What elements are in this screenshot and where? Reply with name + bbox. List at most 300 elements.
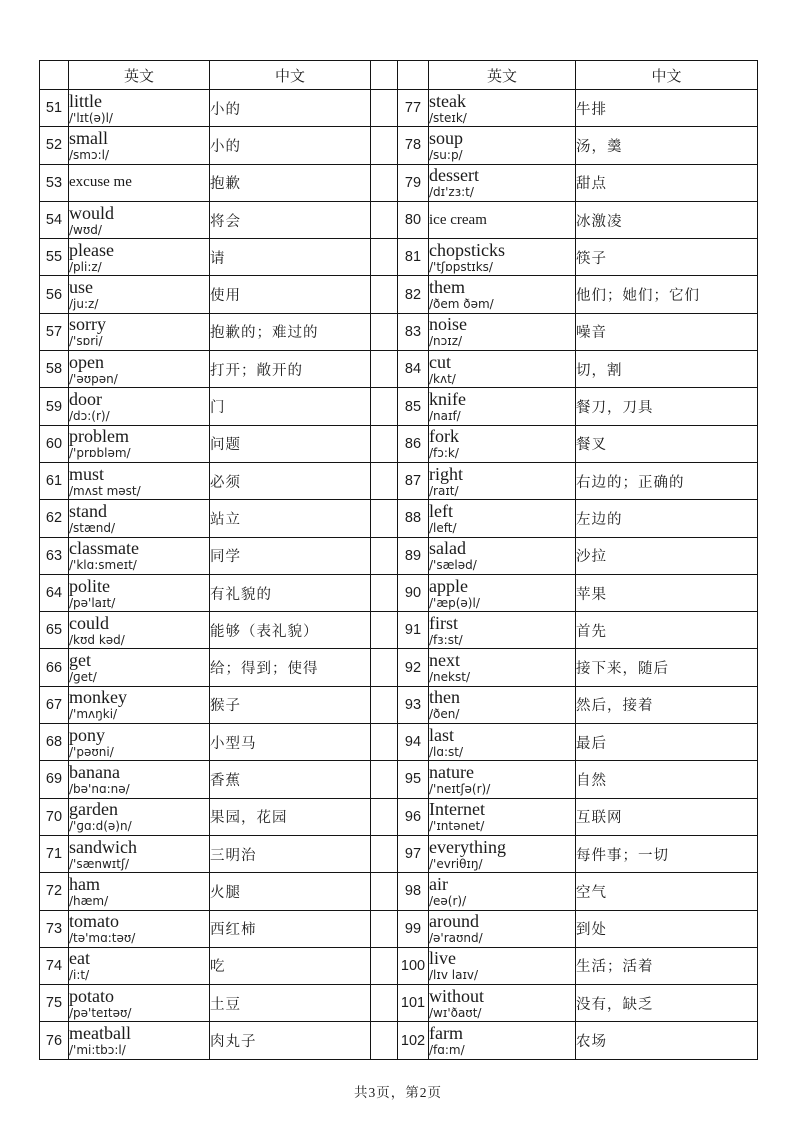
- row-number: 96: [398, 798, 429, 835]
- table-row: [40, 798, 758, 835]
- phonetic-transcription: /hæm/: [69, 893, 109, 908]
- table-row: [40, 90, 758, 127]
- english-word: potato: [69, 985, 114, 1006]
- phonetic-transcription: /ə'raʊnd/: [429, 931, 483, 946]
- row-number: 77: [398, 90, 429, 127]
- english-word: garden: [69, 799, 118, 820]
- chinese-meaning: 必须: [210, 462, 371, 499]
- chinese-meaning: 香蕉: [210, 761, 371, 798]
- english-word: problem: [69, 426, 129, 447]
- english-cell: [69, 239, 210, 276]
- chinese-meaning: 然后，接着: [576, 686, 758, 723]
- english-word: apple: [429, 575, 468, 596]
- english-cell: [429, 1022, 576, 1059]
- english-cell: [69, 985, 210, 1022]
- english-cell: [429, 276, 576, 313]
- table-row: [40, 649, 758, 686]
- spacer-cell: [371, 537, 398, 574]
- english-word: first: [429, 612, 458, 633]
- phonetic-transcription: /pli:z/: [69, 259, 102, 274]
- chinese-meaning: 猴子: [210, 686, 371, 723]
- english-cell: [69, 1022, 210, 1059]
- chinese-meaning: 问题: [210, 425, 371, 462]
- phonetic-transcription: /su:p/: [429, 147, 463, 162]
- phonetic-transcription: /fɑ:m/: [429, 1043, 465, 1058]
- phonetic-transcription: /smɔ:l/: [69, 147, 109, 162]
- row-number: 94: [398, 724, 429, 761]
- english-cell: [69, 947, 210, 984]
- english-word: dessert: [429, 165, 479, 186]
- row-number: 56: [40, 276, 69, 313]
- table-row: [40, 873, 758, 910]
- spacer-cell: [371, 835, 398, 872]
- chinese-meaning: 小的: [210, 90, 371, 127]
- table-row: [40, 313, 758, 350]
- table-row: [40, 574, 758, 611]
- phonetic-transcription: /mʌst məst/: [69, 483, 141, 498]
- chinese-meaning: 左边的: [576, 500, 758, 537]
- chinese-meaning: 有礼貌的: [210, 574, 371, 611]
- row-number: 78: [398, 127, 429, 164]
- row-number: 71: [40, 835, 69, 872]
- row-number: 62: [40, 500, 69, 537]
- english-cell: [69, 910, 210, 947]
- row-number: 91: [398, 612, 429, 649]
- english-word: farm: [429, 1023, 463, 1044]
- row-number: 101: [398, 985, 429, 1022]
- english-word: everything: [429, 836, 506, 857]
- english-word: tomato: [69, 911, 119, 932]
- table-row: [40, 351, 758, 388]
- chinese-meaning: 餐叉: [576, 425, 758, 462]
- table-row: [40, 985, 758, 1022]
- row-number: 92: [398, 649, 429, 686]
- row-number: 64: [40, 574, 69, 611]
- chinese-meaning: 小的: [210, 127, 371, 164]
- row-number: 80: [398, 201, 429, 238]
- row-number: 55: [40, 239, 69, 276]
- phonetic-transcription: /fɜ:st/: [429, 632, 463, 647]
- spacer-cell: [371, 910, 398, 947]
- phonetic-transcription: /naɪf/: [429, 409, 461, 424]
- table-row: [40, 276, 758, 313]
- english-cell: [429, 649, 576, 686]
- english-cell: [429, 761, 576, 798]
- row-number: 100: [398, 947, 429, 984]
- english-word: cut: [429, 351, 451, 372]
- phonetic-transcription: /'pəʊni/: [69, 744, 114, 759]
- english-word: door: [69, 389, 102, 410]
- phonetic-transcription: /'sɒri/: [69, 334, 103, 349]
- english-cell: [429, 686, 576, 723]
- english-cell: [429, 351, 576, 388]
- phonetic-transcription: /'sæləd/: [429, 558, 477, 573]
- english-word: ham: [69, 873, 100, 894]
- english-cell: [69, 127, 210, 164]
- english-word: left: [429, 500, 453, 521]
- table-row: [40, 724, 758, 761]
- row-number: 57: [40, 313, 69, 350]
- spacer-cell: [371, 1022, 398, 1059]
- row-number: 66: [40, 649, 69, 686]
- phonetic-transcription: /'tʃɒpstɪks/: [429, 259, 493, 274]
- spacer-cell: [371, 761, 398, 798]
- header-row: [40, 61, 758, 90]
- row-number: 79: [398, 164, 429, 201]
- english-cell: [429, 201, 576, 238]
- spacer-cell: [371, 351, 398, 388]
- row-number: 74: [40, 947, 69, 984]
- phonetic-transcription: /'evriθɪŋ/: [429, 856, 483, 871]
- spacer-cell: [371, 313, 398, 350]
- english-cell: [69, 164, 210, 201]
- row-number: 75: [40, 985, 69, 1022]
- english-word: get: [69, 650, 91, 671]
- english-cell: [429, 798, 576, 835]
- spacer-cell: [371, 985, 398, 1022]
- phonetic-transcription: /'ɡɑ:d(ə)n/: [69, 819, 132, 834]
- spacer-cell: [371, 798, 398, 835]
- spacer-cell: [371, 574, 398, 611]
- english-cell: [429, 500, 576, 537]
- table-row: [40, 835, 758, 872]
- phonetic-transcription: /ju:z/: [69, 297, 99, 312]
- english-cell: [429, 388, 576, 425]
- table-row: [40, 164, 758, 201]
- chinese-meaning: 请: [210, 239, 371, 276]
- chinese-meaning: 每件事；一切: [576, 835, 758, 872]
- row-number: 99: [398, 910, 429, 947]
- english-cell: [429, 164, 576, 201]
- chinese-meaning: 苹果: [576, 574, 758, 611]
- chinese-meaning: 沙拉: [576, 537, 758, 574]
- phonetic-transcription: /wʊd/: [69, 222, 102, 237]
- english-cell: [429, 462, 576, 499]
- spacer-cell: [371, 649, 398, 686]
- spacer-cell: [371, 127, 398, 164]
- table-row: [40, 500, 758, 537]
- chinese-meaning: 抱歉的；难过的: [210, 313, 371, 350]
- table-row: [40, 425, 758, 462]
- english-word: right: [429, 463, 463, 484]
- english-word: use: [69, 277, 93, 298]
- english-cell: [69, 835, 210, 872]
- spacer-cell: [371, 462, 398, 499]
- english-cell: [429, 985, 576, 1022]
- chinese-column-header-right: 中文: [576, 61, 758, 90]
- phonetic-transcription: /lɑ:st/: [429, 744, 464, 759]
- row-number: 67: [40, 686, 69, 723]
- english-cell: [69, 761, 210, 798]
- english-word: live: [429, 948, 456, 969]
- row-number: 102: [398, 1022, 429, 1059]
- english-cell: [429, 127, 576, 164]
- chinese-meaning: 肉丸子: [210, 1022, 371, 1059]
- english-cell: [429, 239, 576, 276]
- english-word: steak: [429, 90, 466, 111]
- english-cell: [69, 201, 210, 238]
- phonetic-transcription: /fɔ:k/: [429, 446, 459, 461]
- phonetic-transcription: /raɪt/: [429, 483, 459, 498]
- chinese-meaning: 同学: [210, 537, 371, 574]
- chinese-meaning: 生活；活着: [576, 947, 758, 984]
- phonetic-transcription: /'klɑ:smeɪt/: [69, 558, 137, 573]
- english-cell: [429, 724, 576, 761]
- phonetic-transcription: /dɪ'zɜ:t/: [429, 185, 474, 200]
- chinese-meaning: 最后: [576, 724, 758, 761]
- english-cell: [429, 313, 576, 350]
- phonetic-transcription: /bə'nɑ:nə/: [69, 781, 130, 796]
- english-cell: [69, 537, 210, 574]
- english-word: ice cream: [429, 211, 487, 228]
- table-row: [40, 462, 758, 499]
- english-word: could: [69, 612, 109, 633]
- chinese-meaning: 甜点: [576, 164, 758, 201]
- phonetic-transcription: /kʌt/: [429, 371, 456, 386]
- chinese-meaning: 噪音: [576, 313, 758, 350]
- row-number: 85: [398, 388, 429, 425]
- english-cell: [69, 90, 210, 127]
- spacer-cell: [371, 873, 398, 910]
- row-number: 70: [40, 798, 69, 835]
- phonetic-transcription: /nɔɪz/: [429, 334, 463, 349]
- english-cell: [69, 612, 210, 649]
- chinese-meaning: 首先: [576, 612, 758, 649]
- page-footer: 共3页，第2页: [354, 1085, 442, 1100]
- chinese-meaning: 农场: [576, 1022, 758, 1059]
- chinese-meaning: 门: [210, 388, 371, 425]
- chinese-meaning: 自然: [576, 761, 758, 798]
- chinese-meaning: 互联网: [576, 798, 758, 835]
- english-word: classmate: [69, 538, 139, 559]
- row-number: 88: [398, 500, 429, 537]
- english-word: open: [69, 351, 104, 372]
- phonetic-transcription: /wɪ'ðaʊt/: [429, 1005, 482, 1020]
- chinese-meaning: 到处: [576, 910, 758, 947]
- english-word: must: [69, 463, 105, 484]
- phonetic-transcription: /stænd/: [69, 520, 116, 535]
- number-column-header-right: [398, 61, 429, 90]
- english-cell: [429, 947, 576, 984]
- phonetic-transcription: /pə'laɪt/: [69, 595, 116, 610]
- number-column-header-left: [40, 61, 69, 90]
- spacer-cell: [371, 724, 398, 761]
- english-word: stand: [69, 500, 107, 521]
- phonetic-transcription: /nekst/: [429, 670, 470, 685]
- english-column-header-left: 英文: [69, 61, 210, 90]
- spacer-cell: [371, 612, 398, 649]
- english-cell: [69, 388, 210, 425]
- phonetic-transcription: /left/: [429, 520, 457, 535]
- chinese-meaning: 冰激凌: [576, 201, 758, 238]
- table-row: [40, 686, 758, 723]
- english-word: please: [69, 239, 114, 260]
- row-number: 90: [398, 574, 429, 611]
- english-word: pony: [69, 724, 105, 745]
- row-number: 89: [398, 537, 429, 574]
- spacer-cell: [371, 425, 398, 462]
- table-row: [40, 537, 758, 574]
- english-word: noise: [429, 314, 467, 335]
- chinese-meaning: 他们；她们；它们: [576, 276, 758, 313]
- phonetic-transcription: /pə'teɪtəʊ/: [69, 1005, 132, 1020]
- phonetic-transcription: /dɔ:(r)/: [69, 409, 110, 424]
- phonetic-transcription: /'ɪntənet/: [429, 819, 485, 834]
- english-word: nature: [429, 761, 474, 782]
- english-word: banana: [69, 761, 120, 782]
- spacer-cell: [371, 500, 398, 537]
- english-cell: [429, 537, 576, 574]
- english-cell: [429, 910, 576, 947]
- english-word: them: [429, 277, 465, 298]
- english-word: little: [69, 90, 102, 111]
- english-word: last: [429, 724, 454, 745]
- row-number: 69: [40, 761, 69, 798]
- row-number: 93: [398, 686, 429, 723]
- chinese-meaning: 土豆: [210, 985, 371, 1022]
- row-number: 73: [40, 910, 69, 947]
- row-number: 63: [40, 537, 69, 574]
- row-number: 60: [40, 425, 69, 462]
- chinese-meaning: 火腿: [210, 873, 371, 910]
- chinese-meaning: 打开；敞开的: [210, 351, 371, 388]
- english-word: polite: [69, 575, 110, 596]
- vocab-table: [39, 60, 758, 1060]
- phonetic-transcription: /'mʌŋki/: [69, 707, 118, 722]
- chinese-meaning: 果园，花园: [210, 798, 371, 835]
- chinese-meaning: 餐刀，刀具: [576, 388, 758, 425]
- chinese-meaning: 汤，羹: [576, 127, 758, 164]
- english-cell: [69, 351, 210, 388]
- row-number: 83: [398, 313, 429, 350]
- row-number: 59: [40, 388, 69, 425]
- english-word: fork: [429, 426, 459, 447]
- phonetic-transcription: /'sænwɪtʃ/: [69, 856, 130, 871]
- phonetic-transcription: /tə'mɑ:təʊ/: [69, 931, 136, 946]
- chinese-column-header-left: 中文: [210, 61, 371, 90]
- row-number: 54: [40, 201, 69, 238]
- phonetic-transcription: /'prɒbləm/: [69, 446, 131, 461]
- chinese-meaning: 切，割: [576, 351, 758, 388]
- row-number: 97: [398, 835, 429, 872]
- english-cell: [69, 313, 210, 350]
- row-number: 95: [398, 761, 429, 798]
- phonetic-transcription: /ɡet/: [69, 670, 97, 685]
- english-word: salad: [429, 538, 466, 559]
- row-number: 65: [40, 612, 69, 649]
- chinese-meaning: 右边的；正确的: [576, 462, 758, 499]
- phonetic-transcription: /ðem ðəm/: [429, 297, 494, 312]
- english-cell: [429, 835, 576, 872]
- phonetic-transcription: /'lɪt(ə)l/: [69, 110, 113, 125]
- english-word: chopsticks: [429, 239, 505, 260]
- table-row: [40, 388, 758, 425]
- row-number: 87: [398, 462, 429, 499]
- row-number: 53: [40, 164, 69, 201]
- row-number: 68: [40, 724, 69, 761]
- phonetic-transcription: /kʊd kəd/: [69, 632, 125, 647]
- table-row: [40, 761, 758, 798]
- english-word: sandwich: [69, 836, 137, 857]
- english-word: excuse me: [69, 174, 132, 191]
- english-cell: [429, 90, 576, 127]
- row-number: 61: [40, 462, 69, 499]
- english-cell: [69, 724, 210, 761]
- row-number: 51: [40, 90, 69, 127]
- spacer-cell: [371, 276, 398, 313]
- phonetic-transcription: /'mi:tbɔ:l/: [69, 1043, 126, 1058]
- english-cell: [69, 500, 210, 537]
- row-number: 84: [398, 351, 429, 388]
- english-word: monkey: [69, 687, 127, 708]
- phonetic-transcription: /'neɪtʃə(r)/: [429, 781, 491, 796]
- chinese-meaning: 抱歉: [210, 164, 371, 201]
- spacer-cell: [371, 947, 398, 984]
- spacer-cell: [371, 686, 398, 723]
- english-cell: [69, 686, 210, 723]
- row-number: 58: [40, 351, 69, 388]
- spacer-cell: [371, 164, 398, 201]
- chinese-meaning: 牛排: [576, 90, 758, 127]
- english-word: sorry: [69, 314, 106, 335]
- english-word: Internet: [429, 799, 485, 820]
- chinese-meaning: 空气: [576, 873, 758, 910]
- english-word: would: [69, 202, 114, 223]
- phonetic-transcription: /'əʊpən/: [69, 371, 118, 386]
- chinese-meaning: 使用: [210, 276, 371, 313]
- english-column-header-right: 英文: [429, 61, 576, 90]
- table-row: [40, 1022, 758, 1059]
- english-cell: [69, 873, 210, 910]
- chinese-meaning: 西红柿: [210, 910, 371, 947]
- english-word: air: [429, 873, 448, 894]
- english-word: meatball: [69, 1023, 131, 1044]
- english-cell: [429, 574, 576, 611]
- english-cell: [69, 798, 210, 835]
- english-word: next: [429, 650, 460, 671]
- english-cell: [429, 873, 576, 910]
- english-word: soup: [429, 127, 464, 148]
- row-number: 81: [398, 239, 429, 276]
- phonetic-transcription: /eə(r)/: [429, 893, 467, 908]
- english-word: around: [429, 911, 479, 932]
- table-row: [40, 612, 758, 649]
- phonetic-transcription: /steɪk/: [429, 110, 467, 125]
- english-word: then: [429, 687, 460, 708]
- chinese-meaning: 能够（表礼貌）: [210, 612, 371, 649]
- english-word: without: [429, 985, 485, 1006]
- spacer-cell: [371, 239, 398, 276]
- english-cell: [429, 425, 576, 462]
- chinese-meaning: 将会: [210, 201, 371, 238]
- table-row: [40, 127, 758, 164]
- phonetic-transcription: /'æp(ə)l/: [429, 595, 480, 610]
- chinese-meaning: 小型马: [210, 724, 371, 761]
- english-word: knife: [429, 389, 466, 410]
- row-number: 86: [398, 425, 429, 462]
- english-cell: [69, 462, 210, 499]
- english-cell: [69, 574, 210, 611]
- table-row: [40, 947, 758, 984]
- chinese-meaning: 没有，缺乏: [576, 985, 758, 1022]
- row-number: 72: [40, 873, 69, 910]
- english-word: eat: [69, 948, 90, 969]
- table-row: [40, 239, 758, 276]
- phonetic-transcription: /lɪv laɪv/: [429, 968, 479, 983]
- chinese-meaning: 筷子: [576, 239, 758, 276]
- english-cell: [69, 649, 210, 686]
- spacer-cell: [371, 201, 398, 238]
